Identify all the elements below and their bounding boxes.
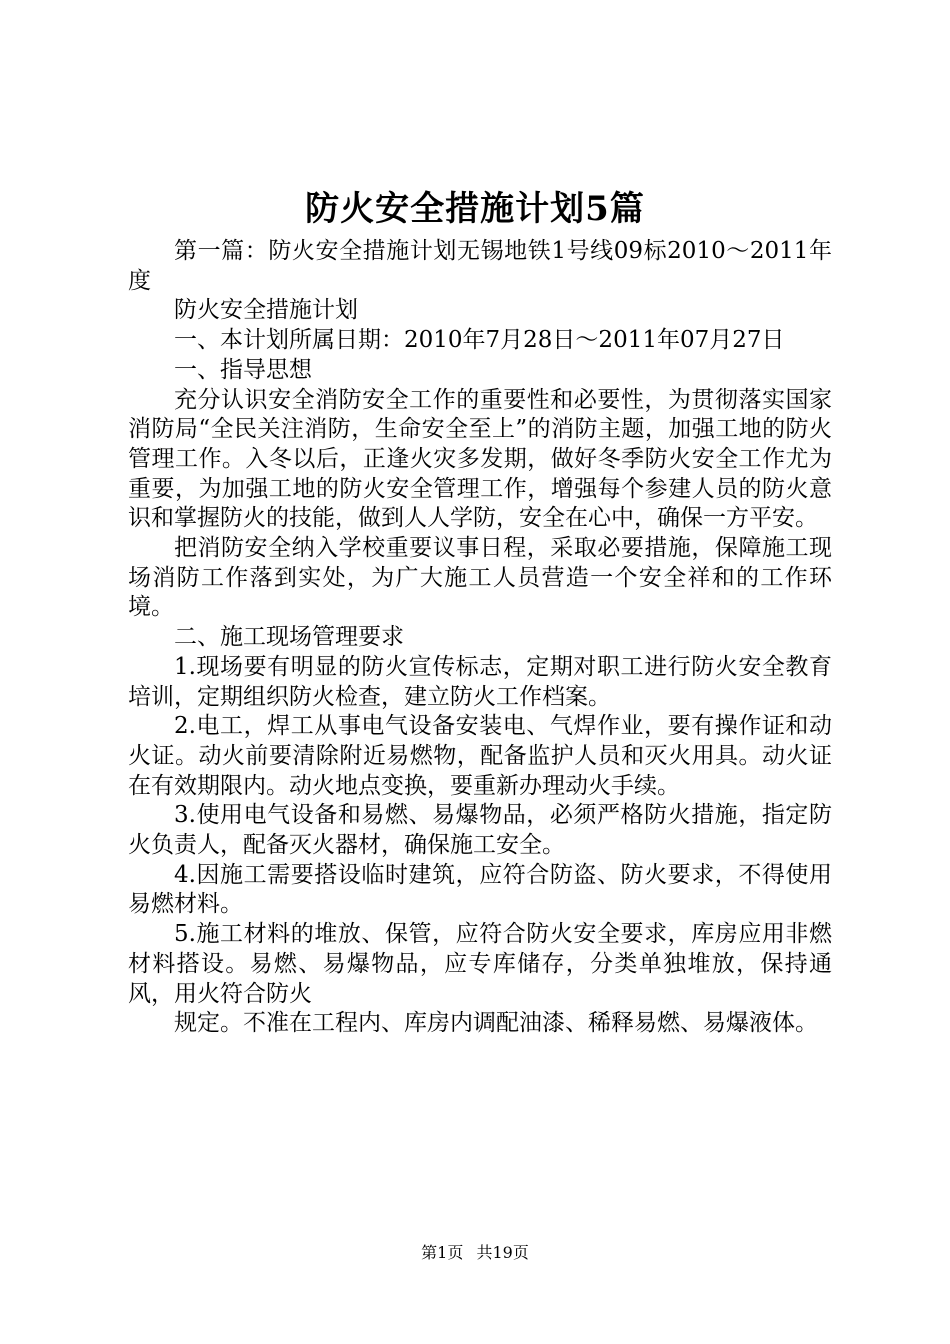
paragraph-plan-dates: 一、本计划所属日期：2010年7月28日～2011年07月27日 (174, 327, 785, 354)
list-item-requirement-3: 3.使用电气设备和易燃、易爆物品，必须严格防火措施，指定防火负责人，配备灭火器材，确保施工安全。 (128, 802, 832, 859)
list-item-requirement-4: 4.因施工需要搭设临时建筑，应符合防盗、防火要求，不得使用易燃材料。 (128, 861, 832, 918)
page-footer (0, 1242, 950, 1264)
list-item-requirement-5: 5.施工材料的堆放、保管，应符合防火安全要求，库房应用非燃材料搭设。易燃、易爆物品，应专库储存，分类单独堆放，保持通风，用火符合防火 (128, 921, 832, 1007)
document-title: 防火安全措施计划5篇 (305, 189, 645, 229)
paragraph-fire-safety-agenda: 把消防安全纳入学校重要议事日程，采取必要措施，保障施工现场消防工作落到实处，为广大施工人员营造一个安全祥和的工作环境。 (128, 535, 832, 621)
section-heading-guiding-ideas: 一、指导思想 (174, 356, 312, 383)
paragraph-chapter-heading: 第一篇：防火安全措施计划无锡地铁1号线09标2010～2011年度 (128, 238, 832, 294)
page-number: 第1页 (421, 1243, 464, 1262)
section-heading-site-requirements: 二、施工现场管理要求 (174, 624, 404, 651)
page-total: 共19页 (476, 1243, 529, 1262)
list-item-requirement-2: 2.电工，焊工从事电气设备安装电、气焊作业，要有操作证和动火证。动火前要清除附近易燃物，配备监护人员和灭火用具。动火证在有效期限内。动火地点变换，要重新办理动火手续。 (128, 713, 832, 799)
list-item-requirement-1: 1.现场要有明显的防火宣传标志，定期对职工进行防火安全教育培训，定期组织防火检查，建立防火工作档案。 (128, 653, 832, 710)
paragraph-plan-title: 防火安全措施计划 (174, 297, 358, 324)
paragraph-regulation-continuation: 规定。不准在工程内、库房内调配油漆、稀释易燃、易爆液体。 (174, 1010, 818, 1037)
paragraph-guiding-ideas: 充分认识安全消防安全工作的重要性和必要性，为贯彻落实国家消防局“全民关注消防，生命安全至上”的消防主题，加强工地的防火管理工作。入冬以后，正逢火灾多发期，做好冬季防火安全工作尤为重要，为加强工地的防火安全管理工作，增强每个参建人员的防火意识和掌握防火的技能，做到人人学防，安全在心中，确保一方平安。 (128, 386, 832, 532)
document-body (128, 237, 832, 1039)
